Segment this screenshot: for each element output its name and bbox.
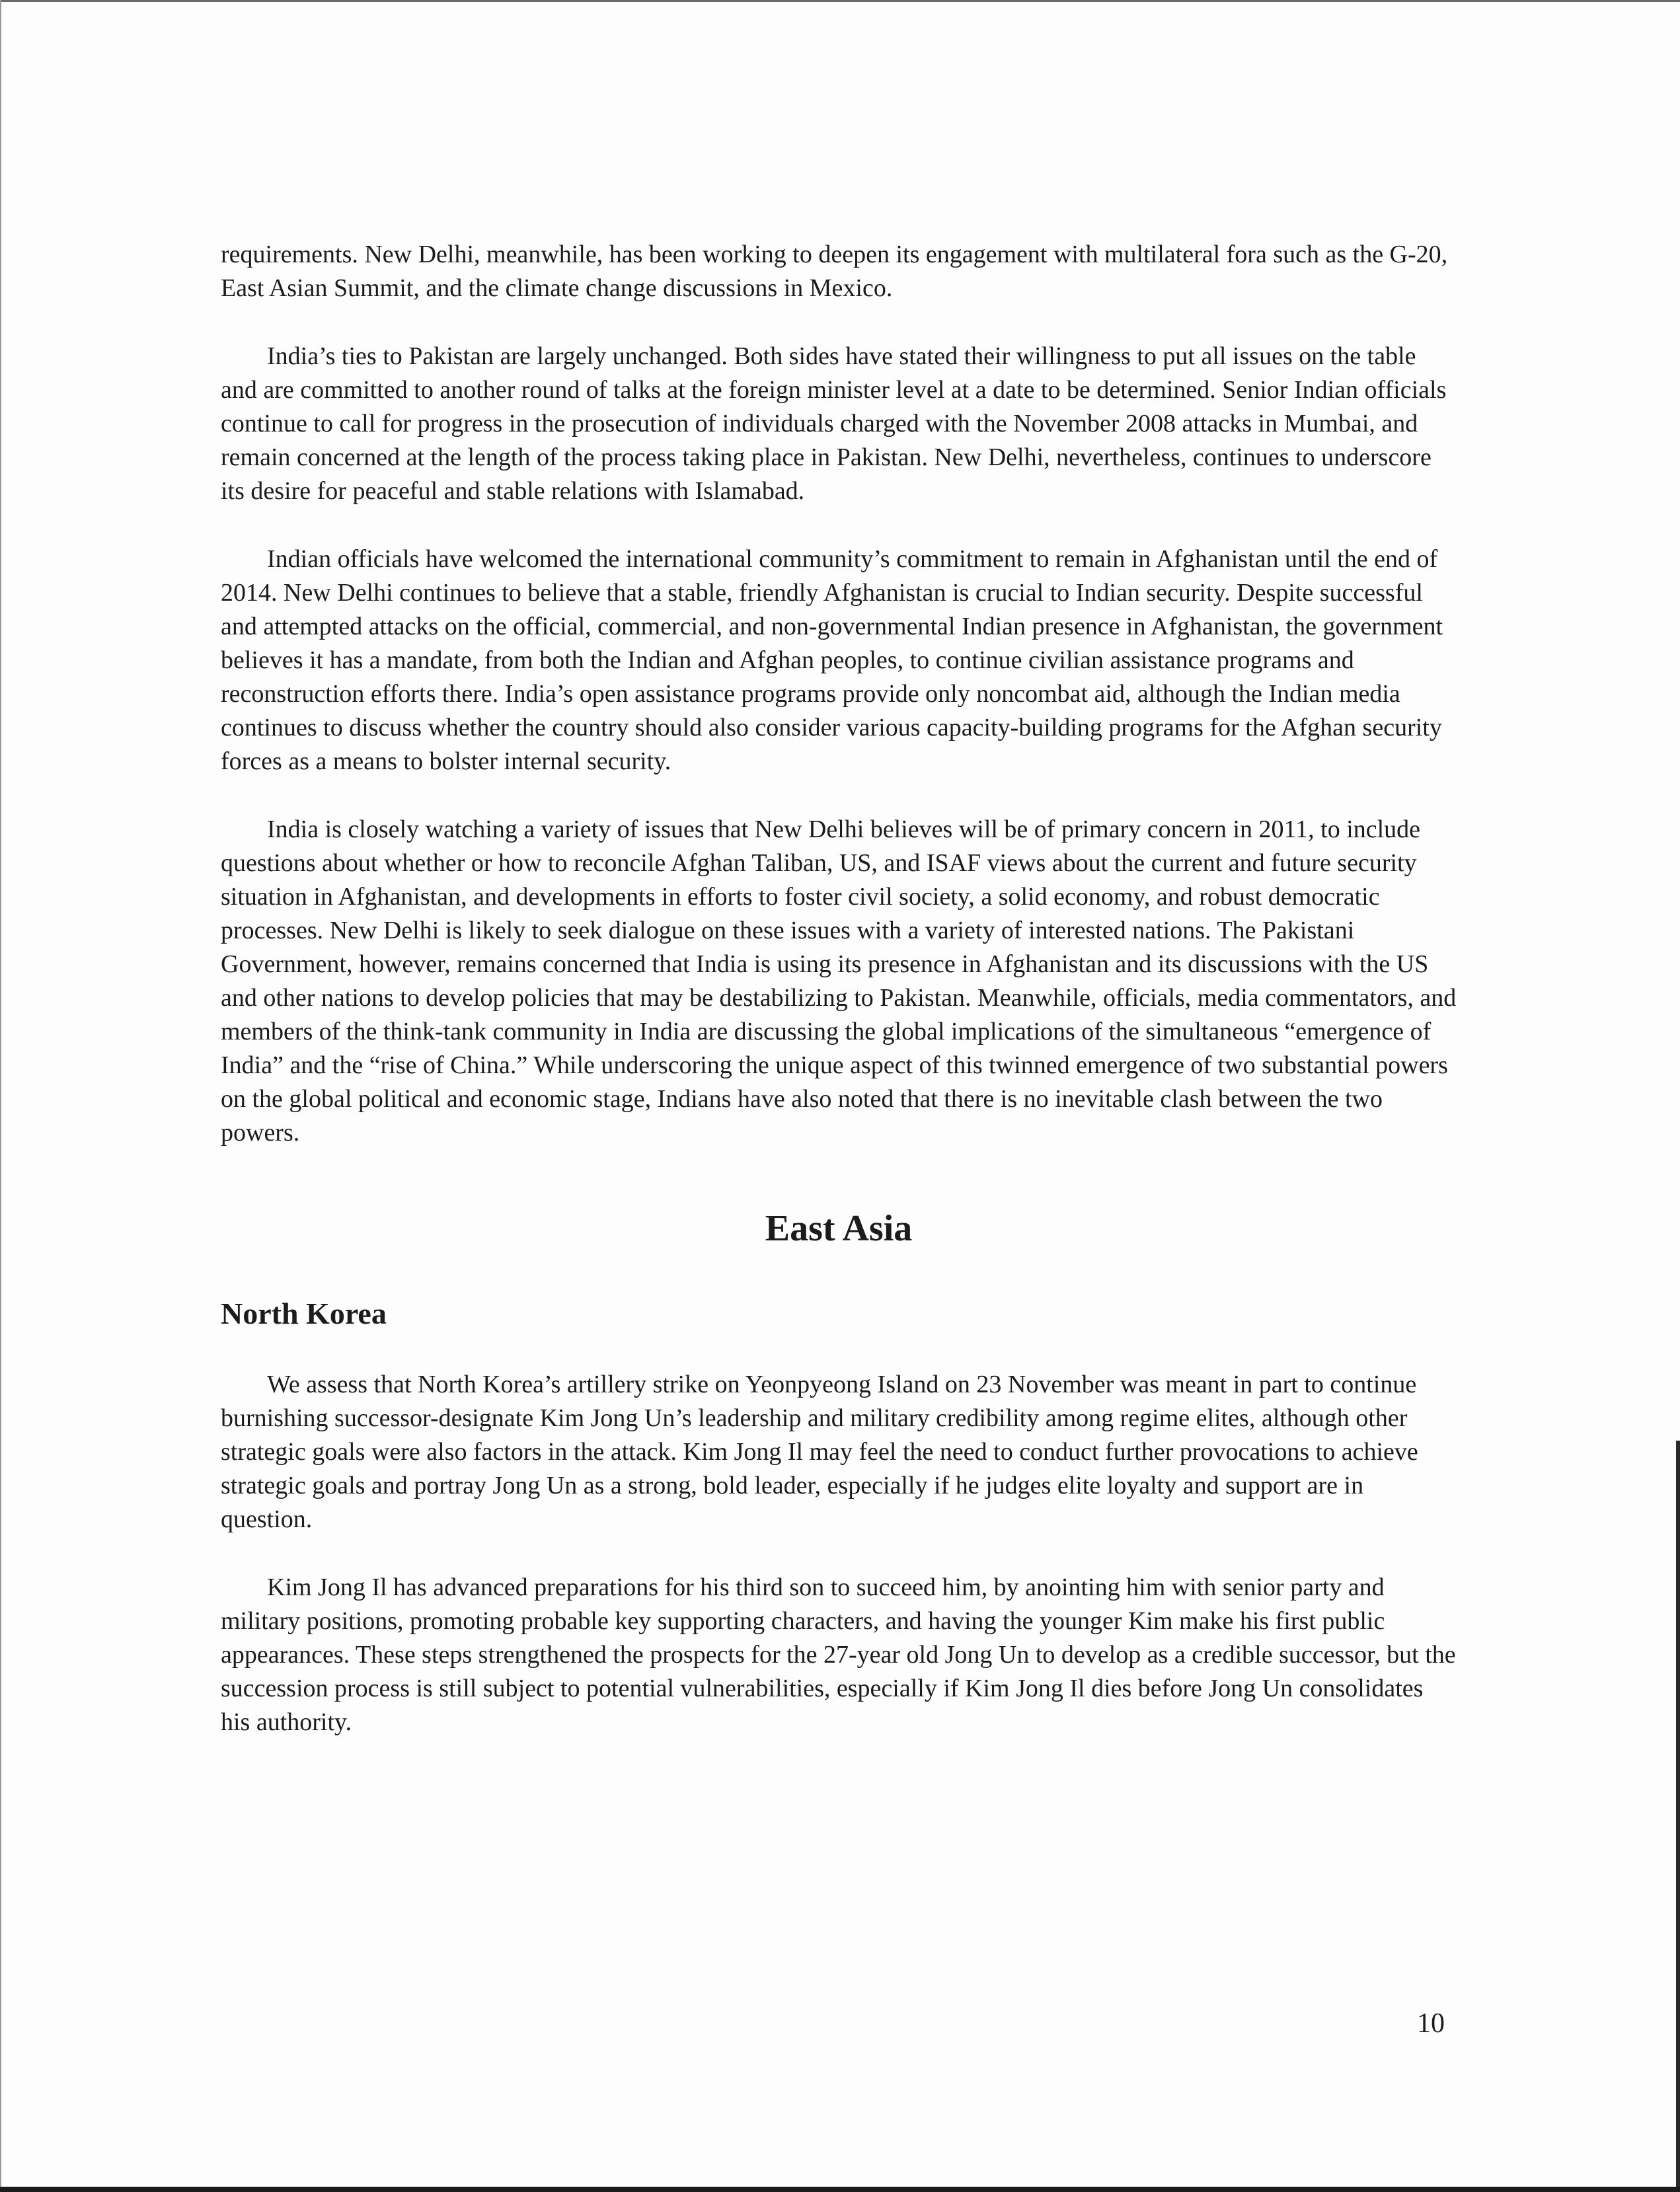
- scan-edge-bottom: [0, 2187, 1680, 2192]
- scan-edge-right: [1676, 1441, 1680, 2192]
- paragraph: Indian officials have welcomed the international community’s commitment to remain in Afghanistan until the end of 2014. New Delhi continues to believe that a stable, friendly Afghanistan is crucial to Indian security. Despite successful and attempted attacks on the official, commercial, and non-governmental Indian presence in Afghanistan, the government believes it has a mandate, from both the Indian and Afghan peoples, to continue civilian assistance programs and reconstruction efforts there. India’s open assistance programs provide only noncombat aid, although the Indian media continues to discuss whether the country should also consider various capacity-building programs for the Afghan security forces as a means to bolster internal security.: [221, 545, 1443, 775]
- subsection-heading: North Korea: [221, 1297, 387, 1330]
- scan-edge-top: [0, 0, 1680, 2]
- paragraph: requirements. New Delhi, meanwhile, has been working to deepen its engagement with multilateral fora such as the G-20, East Asian Summit, and the climate change discussions in Mexico.: [221, 241, 1448, 302]
- section-heading: East Asia: [765, 1208, 913, 1249]
- scan-edge-left: [0, 0, 1, 2192]
- page-number: 10: [1417, 2008, 1445, 2039]
- page-content: [221, 238, 1457, 1774]
- paragraph: India is closely watching a variety of issues that New Delhi believes will be of primary concern in 2011, to include questions about whether or how to reconcile Afghan Taliban, US, and ISAF views about the current and future security situation in Afghanistan, and developments in efforts to foster civil society, a solid economy, and robust democratic processes. New Delhi is likely to seek dialogue on these issues with a variety of interested nations. The Pakistani Government, however, remains concerned that India is using its presence in Afghanistan and its discussions with the US and other nations to develop policies that may be destabilizing to Pakistan. Meanwhile, officials, media commentators, and members of the think-tank community in India are discussing the global implications of the simultaneous “emergence of India” and the “rise of China.” While underscoring the unique aspect of this twinned emergence of two substantial powers on the global political and economic stage, Indians have also noted that there is no inevitable clash between the two powers.: [221, 815, 1457, 1147]
- paragraph: We assess that North Korea’s artillery strike on Yeonpyeong Island on 23 November was meant in part to continue burnishing successor-designate Kim Jong Un’s leadership and military credibility among regime elites, although other strategic goals were also factors in the attack. Kim Jong Il may feel the need to conduct further provocations to achieve strategic goals and portray Jong Un as a strong, bold leader, especially if he judges elite loyalty and support are in question.: [221, 1371, 1418, 1533]
- paragraph: India’s ties to Pakistan are largely unchanged. Both sides have stated their willingness to put all issues on the table and are committed to another round of talks at the foreign minister level at a date to be determined. Senior Indian officials continue to call for progress in the prosecution of individuals charged with the November 2008 attacks in Mumbai, and remain concerned at the length of the process taking place in Pakistan. New Delhi, nevertheless, continues to underscore its desire for peaceful and stable relations with Islamabad.: [221, 342, 1447, 505]
- paragraph: Kim Jong Il has advanced preparations for his third son to succeed him, by anointing him with senior party and military positions, promoting probable key supporting characters, and having the younger Kim make his first public appearances. These steps strengthened the prospects for the 27-year old Jong Un to develop as a credible successor, but the succession process is still subject to potential vulnerabilities, especially if Kim Jong Il dies before Jong Un consolidates his authority.: [221, 1573, 1456, 1736]
